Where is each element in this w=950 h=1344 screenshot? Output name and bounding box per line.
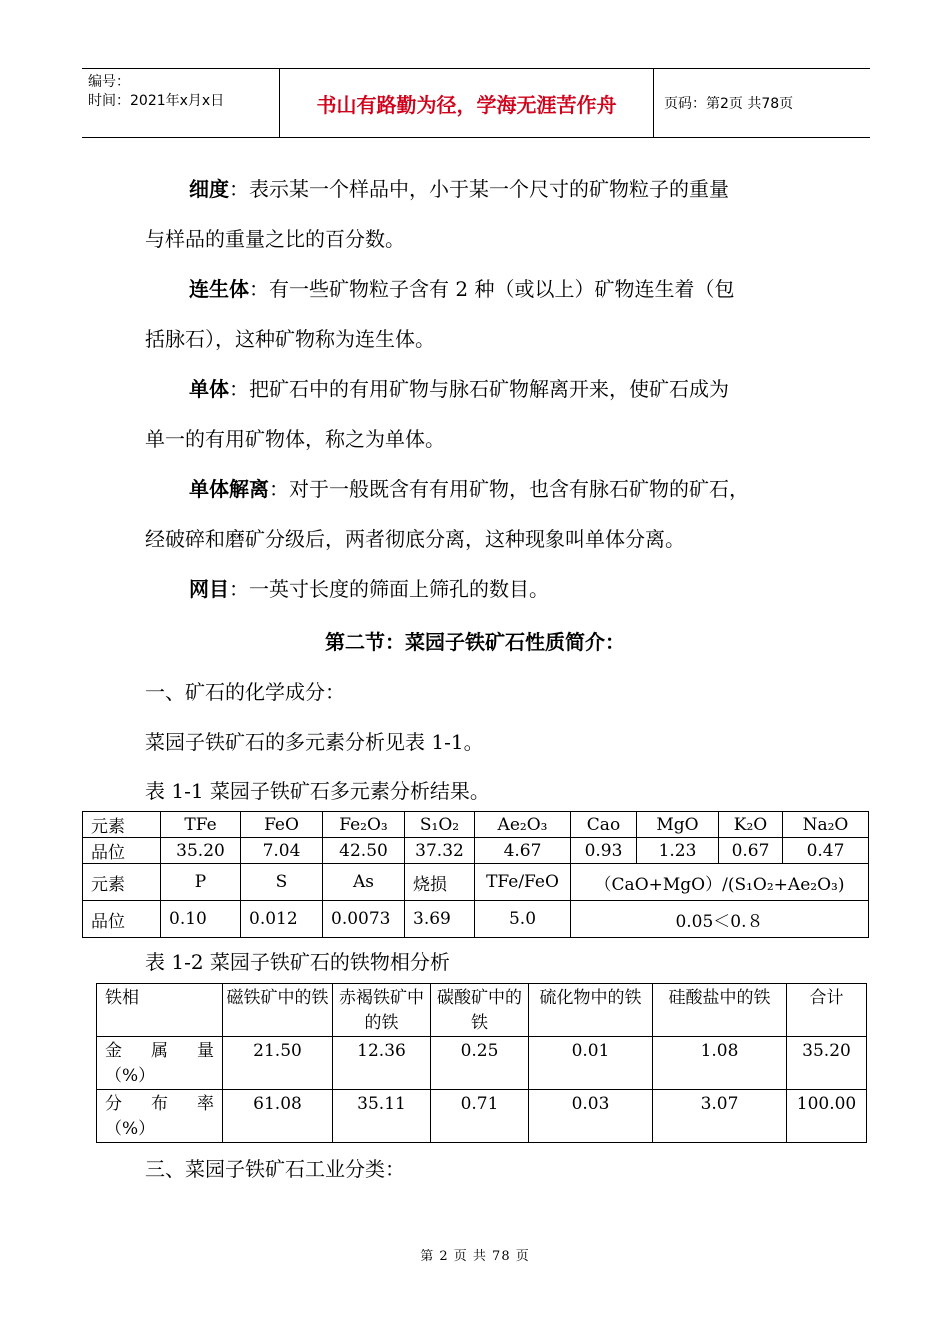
table-cell: TFe [161, 812, 241, 838]
table-cell: 0.10 [161, 901, 241, 938]
table-cell: 元素 [83, 812, 161, 838]
table-row [83, 838, 869, 864]
header-meta [82, 69, 280, 137]
definition-text: 表示某一个样品中，小于某一个尺寸的矿物粒子的重量 [249, 177, 729, 201]
table-cell: 0.05＜0.８ [571, 901, 869, 938]
table-cell: Ae₂O₃ [475, 812, 571, 838]
definition-text-cont: 与样品的重量之比的百分数。 [145, 227, 405, 251]
definition-monomer: 单体：把矿石中的有用矿物与脉石矿物解离开来，使矿石成为 单一的有用矿物体，称之为单体。 [145, 364, 817, 464]
table-cell: MgO [637, 812, 719, 838]
table-cell: 3.07 [653, 1090, 787, 1143]
table-cell: 0.0073 [323, 901, 405, 938]
table-row [97, 1090, 867, 1143]
row-label-cell: 分 布 率 （%） [97, 1090, 223, 1143]
column-header: 合计 [787, 984, 867, 1037]
table-cell: 品位 [83, 901, 161, 938]
column-header: 赤褐铁矿中的铁 [333, 984, 431, 1037]
table-cell: 35.11 [333, 1090, 431, 1143]
table-cell: Fe₂O₃ [323, 812, 405, 838]
table-cell: 5.0 [475, 901, 571, 938]
definition-term: 网目 [189, 577, 229, 601]
table-cell: 100.00 [787, 1090, 867, 1143]
table-cell: S [241, 864, 323, 901]
column-header: 磁铁矿中的铁 [223, 984, 333, 1037]
table-cell: 0.012 [241, 901, 323, 938]
table-cell: 35.20 [787, 1037, 867, 1090]
table-cell: 7.04 [241, 838, 323, 864]
table-cell: S₁O₂ [405, 812, 475, 838]
table-cell: 4.67 [475, 838, 571, 864]
definition-term: 单体解离 [189, 477, 269, 501]
definition-term: 单体 [189, 377, 229, 401]
table-cell: 61.08 [223, 1090, 333, 1143]
section-title: 第二节：菜园子铁矿石性质简介： [325, 630, 625, 654]
column-header: 铁相 [97, 984, 223, 1037]
table-cell: 烧损 [405, 864, 475, 901]
column-header: 碳酸矿中的铁 [431, 984, 529, 1037]
element-analysis-table [82, 811, 869, 938]
table-cell: TFe/FeO [475, 864, 571, 901]
table2-caption: 表 1-2 菜园子铁矿石的铁物相分析 [145, 950, 450, 974]
row-label-cell: 金 属 量 （%） [97, 1037, 223, 1090]
table-cell: 0.25 [431, 1037, 529, 1090]
table-cell: Cao [571, 812, 637, 838]
table-cell: （CaO+MgO）/(S₁O₂+Ae₂O₃) [571, 864, 869, 901]
definition-text: 一英寸长度的筛面上筛孔的数目。 [249, 577, 549, 601]
table-cell: 0.71 [431, 1090, 529, 1143]
table-cell: 1.23 [637, 838, 719, 864]
definition-term: 细度 [189, 177, 229, 201]
header-number-label: 编号： [88, 74, 130, 90]
header-date-label: 时间：2021年x月x日 [88, 93, 225, 109]
definition-fineness: 细度：表示某一个样品中，小于某一个尺寸的矿物粒子的重量 与样品的重量之比的百分数。 [145, 164, 817, 264]
table-cell: 3.69 [405, 901, 475, 938]
header-motto: 书山有路勤为径，学海无涯苦作舟 [280, 69, 654, 137]
table-row [83, 812, 869, 838]
definition-text-cont: 括脉石），这种矿物称为连生体。 [145, 327, 435, 351]
iron-phase-table [96, 983, 867, 1143]
table-cell: 35.20 [161, 838, 241, 864]
table-cell: 12.36 [333, 1037, 431, 1090]
definition-mesh: 网目：一英寸长度的筛面上筛孔的数目。 [189, 577, 549, 601]
table1-caption: 表 1-1 菜园子铁矿石多元素分析结果。 [145, 779, 490, 803]
subsection-classification: 三、菜园子铁矿石工业分类： [145, 1157, 405, 1181]
table-cell: 42.50 [323, 838, 405, 864]
table-row [83, 901, 869, 938]
table-row [83, 864, 869, 901]
page-header [82, 68, 870, 138]
table-cell: 0.93 [571, 838, 637, 864]
definition-text-cont: 单一的有用矿物体，称之为单体。 [145, 427, 445, 451]
column-header: 硅酸盐中的铁 [653, 984, 787, 1037]
table-cell: 1.08 [653, 1037, 787, 1090]
definition-text: 有一些矿物粒子含有 2 种（或以上）矿物连生着（包 [269, 277, 735, 301]
table-cell: As [323, 864, 405, 901]
definition-text: 对于一般既含有有用矿物，也含有脉石矿物的矿石， [289, 477, 749, 501]
table-cell: 0.67 [719, 838, 783, 864]
table-cell: 0.47 [783, 838, 869, 864]
definition-text-cont: 经破碎和磨矿分级后，两者彻底分离，这种现象叫单体分离。 [145, 527, 685, 551]
page-footer: 第 2 页 共 78 页 [420, 1249, 530, 1264]
table-cell: Na₂O [783, 812, 869, 838]
table-cell: 元素 [83, 864, 161, 901]
subsection-chemical: 一、矿石的化学成分： [145, 680, 345, 704]
definition-liberation: 单体解离：对于一般既含有有用矿物，也含有脉石矿物的矿石， 经破碎和磨矿分级后，两者彻底分离，这种现象叫单体分离。 [145, 464, 817, 564]
table-cell: 21.50 [223, 1037, 333, 1090]
table-cell: 0.03 [529, 1090, 653, 1143]
header-page-label: 页码：第2页 共78页 [664, 96, 794, 112]
table-cell: FeO [241, 812, 323, 838]
definition-intergrowth: 连生体：有一些矿物粒子含有 2 种（或以上）矿物连生着（包 括脉石），这种矿物称为连生体。 [145, 264, 817, 364]
definition-term: 连生体 [189, 277, 249, 301]
table-cell: P [161, 864, 241, 901]
table-cell: 0.01 [529, 1037, 653, 1090]
table-cell: 品位 [83, 838, 161, 864]
intro-text: 菜园子铁矿石的多元素分析见表 1-1。 [145, 730, 484, 754]
column-header: 硫化物中的铁 [529, 984, 653, 1037]
table-row [97, 1037, 867, 1090]
table-cell: 37.32 [405, 838, 475, 864]
definition-text: 把矿石中的有用矿物与脉石矿物解离开来，使矿石成为 [249, 377, 729, 401]
table-header-row [97, 984, 867, 1037]
table-cell: K₂O [719, 812, 783, 838]
